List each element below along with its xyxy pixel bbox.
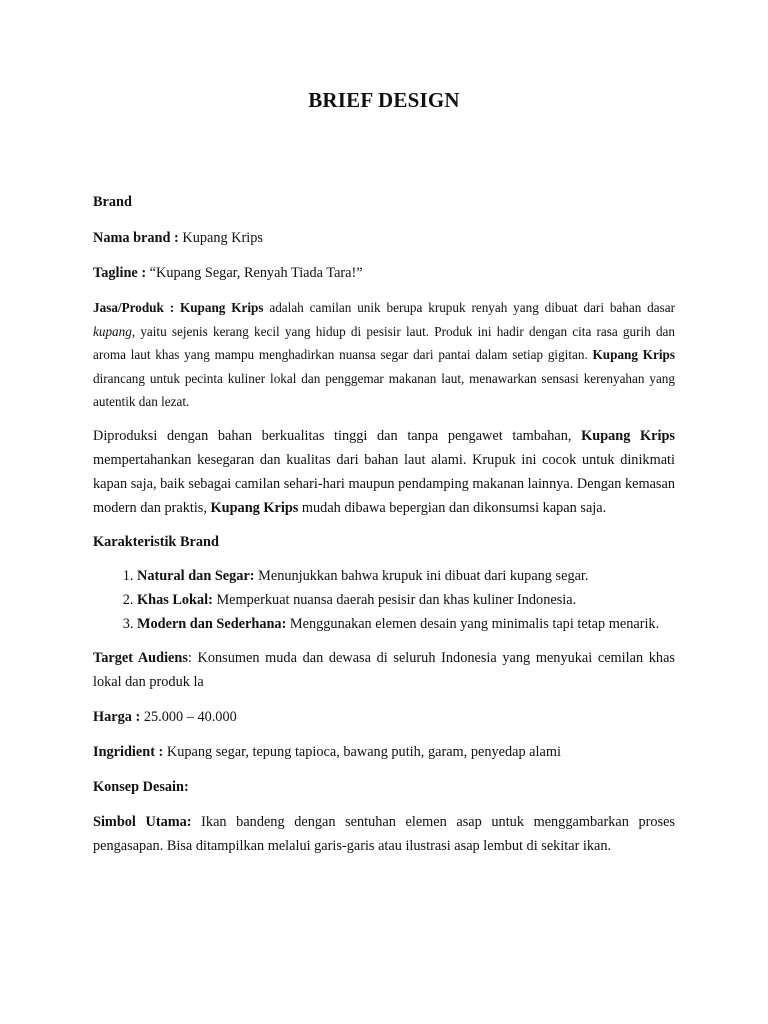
brand-heading [93, 190, 675, 214]
simbol-text: Ikan bandeng dengan sentuhan elemen asap untuk menggambarkan proses pengasapan. Bisa ditampilkan melalui garis-garis atau ilustrasi asap lembut di sekitar ikan. [93, 813, 675, 854]
jasa-text-2: , yaitu sejenis kerang kecil yang hidup di pesisir laut. Produk ini hadir dengan cita rasa gurih dan aroma laut khas yang mampu menghadirkan nuansa segar dari pantai dalam setiap gigitan. [93, 323, 675, 363]
list-item [137, 564, 675, 588]
document-body [93, 190, 675, 858]
jasa-p2-text-3: mudah dibawa bepergian dan dikonsumsi kapan saja. [298, 499, 607, 516]
list-item-label: Modern dan Sederhana: [137, 615, 287, 632]
jasa-label: Jasa/Produk : [93, 300, 175, 315]
list-item-label: Khas Lokal: [137, 591, 213, 608]
list-item-text: Menunjukkan bahwa krupuk ini dibuat dari kupang segar. [254, 567, 589, 584]
karakteristik-list [93, 564, 675, 636]
harga-text: 25.000 – 40.000 [140, 708, 237, 725]
simbol-utama-line [93, 810, 675, 858]
ingridient-label: Ingridient : [93, 743, 164, 760]
harga-line [93, 705, 675, 729]
brand-heading-text: Brand [93, 194, 132, 210]
target-audiens-line [93, 646, 675, 694]
list-item [137, 612, 675, 636]
konsep-heading-text: Konsep Desain: [93, 778, 189, 795]
document-title: BRIEF DESIGN [308, 88, 460, 112]
jasa-paragraph-2 [93, 424, 675, 520]
jasa-brand-2: Kupang Krips [592, 347, 675, 363]
list-item [137, 588, 675, 612]
target-label: Target Audiens [93, 649, 188, 666]
nama-brand-line [93, 226, 675, 250]
list-item-text: Menggunakan elemen desain yang minimalis tapi tetap menarik. [286, 615, 660, 632]
nama-brand-label: Nama brand : [93, 230, 179, 246]
target-text: : Konsumen muda dan dewasa di seluruh Indonesia yang menyukai cemilan khas lokal dan produk la [93, 649, 675, 690]
jasa-p2-text-2: mempertahankan kesegaran dan kualitas dari bahan laut alami. Krupuk ini cocok untuk dinikmati kapan saja, baik sebagai camilan sehari-hari maupun pendamping makanan lainnya. Dengan kemasan modern dan praktis, [93, 451, 675, 516]
nama-brand-value: Kupang Krips [178, 230, 263, 246]
tagline-label: Tagline : [93, 265, 147, 281]
list-item-label: Natural dan Segar: [137, 567, 255, 584]
simbol-label: Simbol Utama: [93, 813, 192, 830]
tagline-value: “Kupang Segar, Renyah Tiada Tara!” [146, 265, 363, 281]
ingridient-line [93, 740, 675, 764]
jasa-brand: Kupang Krips [179, 300, 264, 315]
jasa-text-3: dirancang untuk pecinta kuliner lokal dan penggemar makanan laut, menawarkan sensasi kerenyahan yang autentik dan lezat. [93, 370, 675, 410]
karakteristik-heading [93, 530, 675, 554]
jasa-italic: kupang [93, 323, 132, 339]
jasa-p2-text-1: Diproduksi dengan bahan berkualitas tinggi dan tanpa pengawet tambahan, [93, 427, 582, 444]
ingridient-text: Kupang segar, tepung tapioca, bawang putih, garam, penyedap alami [163, 743, 561, 760]
jasa-text-1: adalah camilan unik berupa krupuk renyah yang dibuat dari bahan dasar [263, 300, 675, 315]
jasa-p2-brand: Kupang Krips [581, 427, 675, 444]
jasa-p2-brand-2: Kupang Krips [210, 499, 299, 516]
list-item-text: Memperkuat nuansa daerah pesisir dan khas kuliner Indonesia. [212, 591, 577, 608]
konsep-heading [93, 775, 675, 799]
harga-label: Harga : [93, 708, 141, 725]
jasa-paragraph-1 [93, 296, 675, 414]
tagline-line [93, 261, 675, 285]
karakteristik-heading-text: Karakteristik Brand [93, 533, 219, 550]
